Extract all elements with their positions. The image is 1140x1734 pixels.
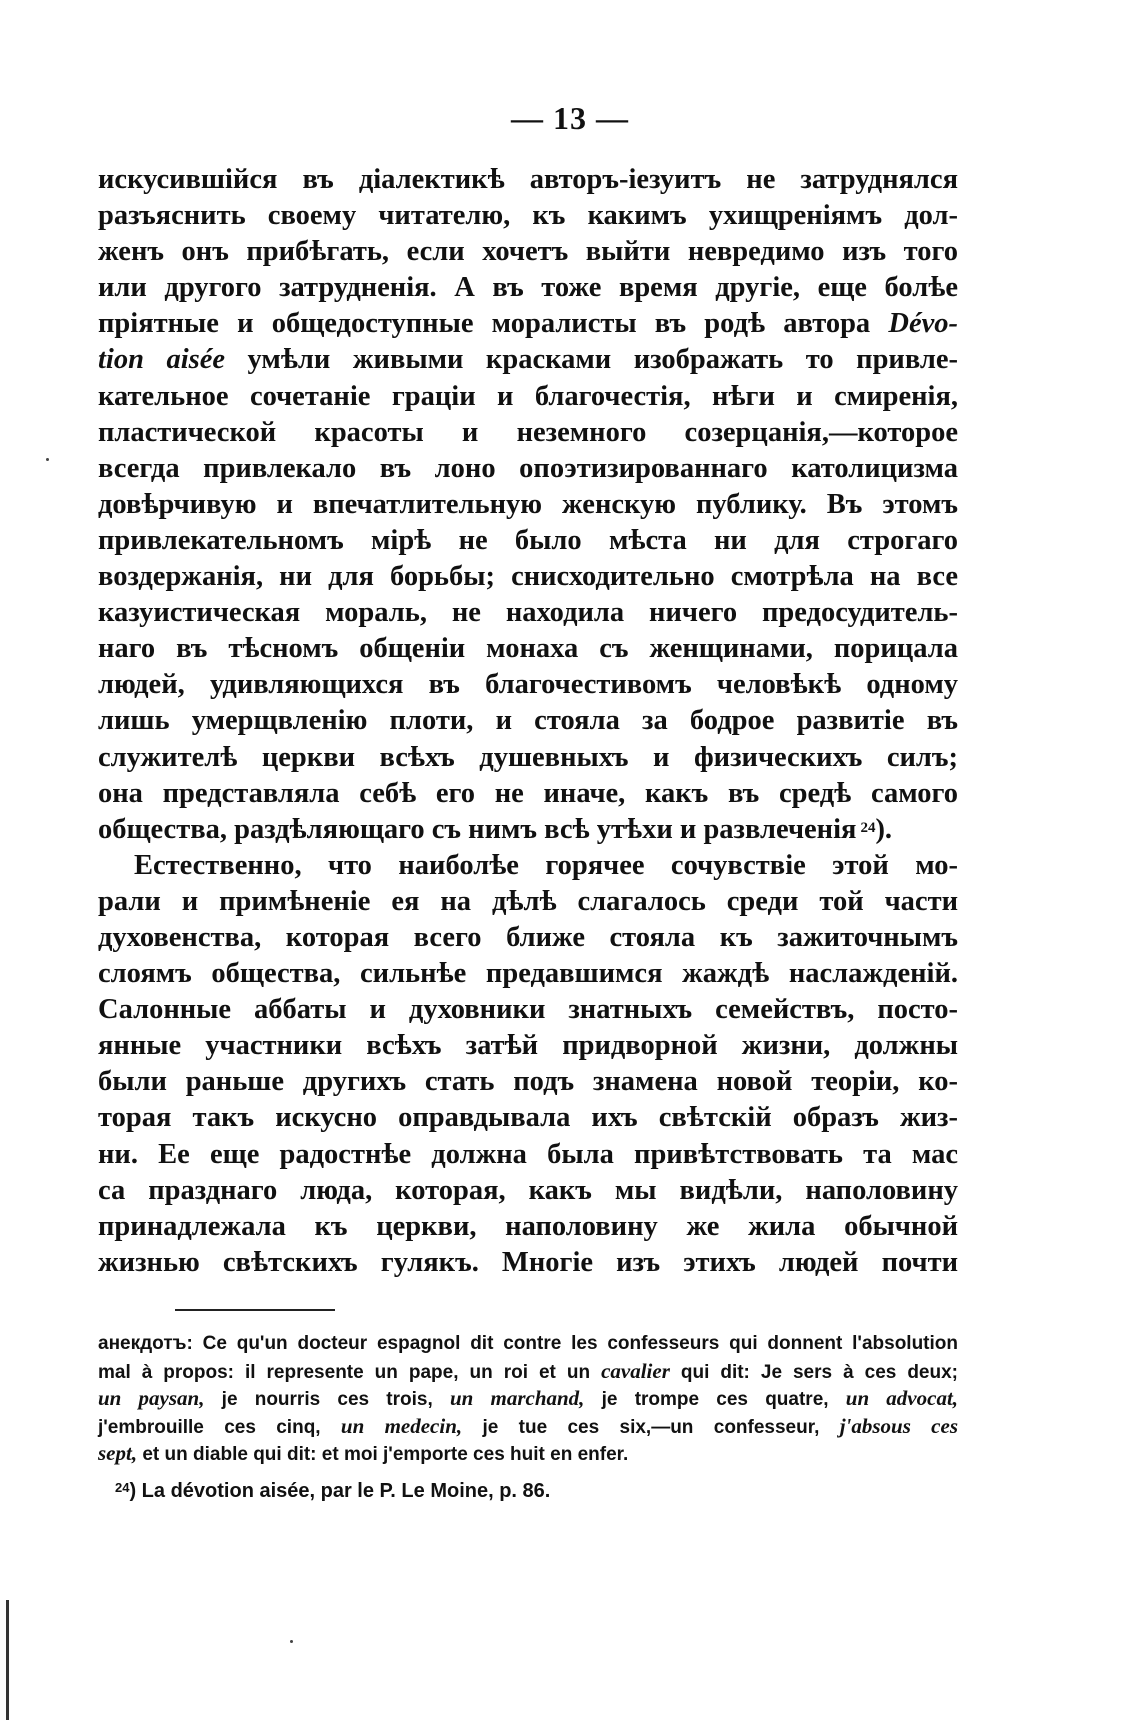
text-line: рали и примѣненіе ея на дѣлѣ слагалось среди той части — [98, 885, 958, 917]
text-line: са празднаго люда, которая, какъ мы видѣли, наполовину — [98, 1174, 958, 1206]
text-line — [98, 306, 958, 342]
text-line: привлекательномъ мірѣ не было мѣста ни для строгаго — [98, 524, 958, 556]
scan-speck — [290, 1640, 293, 1643]
footnote-line — [98, 1358, 958, 1386]
italic-run: j'absous ces — [839, 1413, 958, 1438]
text-run: je nourris ces trois, — [204, 1389, 450, 1410]
italic-run: un marchand, — [449, 1386, 585, 1410]
text-line: принадлежала къ церкви, наполовину же жила обычной — [98, 1210, 958, 1242]
text-line: служителѣ церкви всѣхъ душевныхъ и физическихъ силъ; — [98, 741, 958, 773]
footnote-line: анекдотъ: Ce qu'un docteur espagnol dit contre les confesseurs qui donnent l'absolution — [98, 1333, 958, 1354]
text-line: довѣрчивую и впечатлительную женскую публику. Въ этомъ — [98, 488, 958, 520]
text-line — [98, 812, 958, 848]
text-run: общества, раздѣляющаго съ нимъ всѣ утѣхи и развлеченія — [98, 813, 857, 845]
text-run: пріятные и общедоступные моралисты въ родѣ автора — [98, 308, 889, 340]
italic-run: cavalier — [601, 1358, 670, 1383]
text-line: слоямъ общества, сильнѣе предавшимся жаждѣ наслажденій. — [98, 958, 958, 990]
text-line: искусившійся въ діалектикѣ авторъ-іезуитъ не затруднялся — [98, 164, 958, 195]
text-line: женъ онъ прибѣгать, если хочетъ выйти невредимо изъ того — [98, 236, 958, 268]
text-line: воздержанія, ни для борьбы; снисходительно смотрѣла на все — [98, 561, 958, 593]
text-line: торая такъ искусно оправдывала ихъ свѣтскій образъ жиз- — [98, 1102, 958, 1134]
text-line: она представляла себѣ его не иначе, какъ въ средѣ самого — [98, 777, 958, 809]
text-line: жизнью свѣтскихъ гулякъ. Многіе изъ этихъ людей почти — [98, 1246, 958, 1278]
text-line: кательное сочетаніе граціи и благочестія, нѣги и смиренія, — [98, 380, 958, 412]
text-run: j'embrouille ces cinq, — [98, 1416, 341, 1438]
text-run: ). — [875, 813, 893, 845]
footnotes-continued — [98, 1330, 958, 1468]
italic-run: un advocat, — [845, 1386, 959, 1410]
text-line: людей, удивляющихся въ благочестивомъ человѣкѣ одному — [98, 669, 958, 701]
footnote-line — [98, 1385, 958, 1413]
text-line: ни. Ее еще радостнѣе должна была привѣтствовать та мас — [98, 1138, 958, 1170]
footnote-line — [98, 1440, 958, 1468]
text-line: духовенства, которая всего ближе стояла къ зажиточнымъ — [98, 921, 958, 953]
text-run: mal à propos: il represente un pape, un roi et un — [98, 1361, 602, 1383]
text-line: Естественно, что наиболѣе горячее сочувствіе этой мо- — [134, 849, 958, 881]
text-line — [98, 342, 958, 378]
text-line: разъяснить своему читателю, къ какимъ ухищреніямъ дол- — [98, 200, 958, 232]
text-line: янные участники всѣхъ затѣй придворной жизни, должны — [98, 1030, 958, 1062]
footnote-reference[interactable]: 24 — [860, 819, 876, 836]
text-line: всегда привлекало въ лоно опоэтизированнаго католицизма — [98, 452, 958, 484]
footnote-line — [98, 1413, 958, 1441]
text-line: или другого затрудненія. А въ тоже время другіе, еще болѣе — [98, 272, 958, 304]
text-line: Салонные аббаты и духовники знатныхъ семействъ, посто- — [98, 994, 958, 1026]
text-run: je trompe ces quatre, — [584, 1389, 846, 1410]
italic-run: sept, — [98, 1441, 138, 1465]
italic-title: tion aisée — [98, 344, 226, 376]
italic-title: Dévo- — [888, 308, 958, 340]
italic-run: un medecin, — [340, 1413, 463, 1438]
footnote-24 — [115, 1480, 550, 1503]
text-run: je tue ces six,—un confesseur, — [462, 1416, 840, 1438]
text-run: qui dit: Je sers à ces deux; — [669, 1361, 958, 1383]
text-line: были раньше другихъ стать подъ знамена новой теоріи, ко- — [98, 1066, 958, 1098]
page-number: — 13 — — [511, 100, 629, 136]
italic-run: un paysan, — [98, 1386, 205, 1410]
text-line: лишь умерщвленію плоти, и стояла за бодрое развитіе въ — [98, 705, 958, 737]
text-line: наго въ тѣсномъ общеніи монаха съ женщинами, порицала — [98, 633, 958, 665]
text-run: et un diable qui dit: et moi j'emporte ces huit en enfer. — [137, 1444, 629, 1465]
footnote-divider — [175, 1309, 335, 1311]
text-line: пластической красоты и неземного созерцанія,—которое — [98, 416, 958, 448]
main-text — [98, 162, 958, 1281]
footnote-text: ) La dévotion aisée, par le P. Le Moine, p. 86. — [129, 1480, 551, 1502]
text-run: умѣли живыми красками изображать то привле- — [225, 344, 958, 376]
scan-edge-mark — [6, 1600, 9, 1720]
text-line: казуистическая мораль, не находила ничего предосудитель- — [98, 597, 958, 629]
footnote-number: 24 — [115, 1480, 130, 1495]
scan-speck — [46, 458, 49, 461]
